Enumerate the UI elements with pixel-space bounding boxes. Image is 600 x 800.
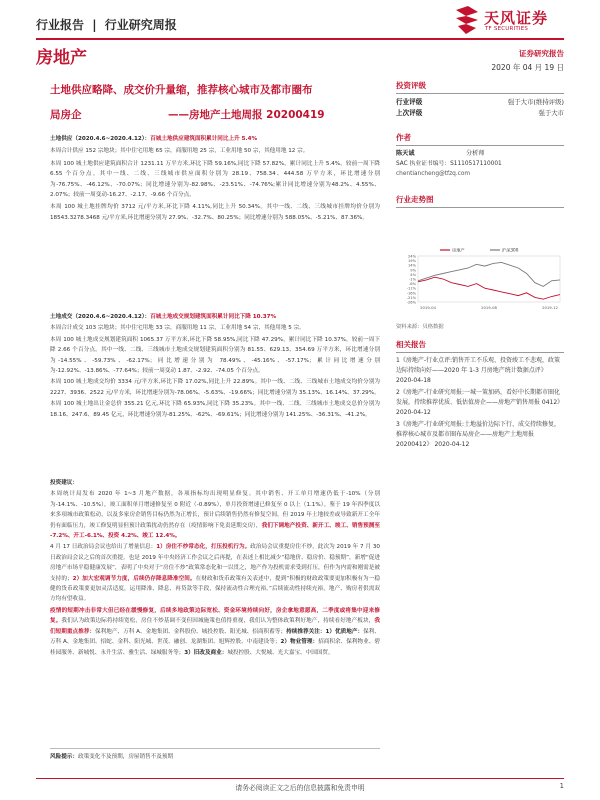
y-tick-label: 19% <box>408 259 416 264</box>
trend-divider <box>396 207 564 208</box>
related-report-2[interactable]: 2《房地产-行业研究周报:一城一策加码，看好中长期都市圈化发展，持续推荐优质、低估值房企——房地产销售周报 0412》 2020-04-12 <box>396 389 564 416</box>
author-license: SAC 执业证书编号：S1110517110001 <box>396 161 502 167</box>
supply-section <box>50 134 380 225</box>
legend-label: 沪深300 <box>502 247 519 253</box>
report-type: 证券研究报告 <box>519 49 564 58</box>
page-number: 1 <box>559 782 564 790</box>
logo-text-cn: 天风证券 <box>484 9 549 27</box>
risk-text: 政策变化不及预期，房屋销售不及预期 <box>77 754 174 760</box>
series-line-1 <box>418 262 560 286</box>
report-series-label <box>36 16 177 33</box>
y-tick-label: -11% <box>406 286 416 291</box>
y-tick-label: -1% <box>409 277 416 282</box>
related-report-3[interactable]: 3《房地产-行业研究周报:土地溢价边际下行、成交持续修复，推荐核心城市及都市圈布局房企——房地产土地周报 20200412》 2020-04-12 <box>396 421 561 448</box>
rating-divider <box>396 93 564 94</box>
title-subtitle: ——房地产土地周报 20200419 <box>168 109 325 121</box>
rating-heading: 投资评级 <box>396 81 426 90</box>
deal-heading: 土地成交（2020.4.6~2020.4.12）：百城土地成交规划建筑面积累计同比下降 10.37% <box>50 314 277 320</box>
disclaimer-footer: 请务必阅读正文之后的信息披露和免责申明 <box>235 784 365 792</box>
trend-panel <box>396 194 564 211</box>
advice-paragraph-3: 疫情的短期冲击非常大但已经在缓慢修复，后续多地政策边际宽松、资金环境持续向好，房企拿地意愿高，二季度或将集中迎来修复。我们认为政策边际将持续宽松，房住不炒基调不变但因城施策也值得重视，我们认为整体政策利好地产，持续看好地产板块，我们短期重点推荐：保利地产、万科 A、金地集团、金科股份、城投控股、阳光城、招商积蓄等；持续推荐关注：1）优质地产：保利、万科 A、金地集团、招蛇、金科、阳光城、世茂、融创、龙湖集团、旭辉控股、中南建设等；2）物业管理：招商积余、保利物业、碧桂园服务、新城悦、永升生活、雅生活、绿城服务等；3）旧改及商业：城投控股、大悦城、光大嘉宝、中国国贸。 <box>50 607 380 656</box>
x-tick-label: 2019-08 <box>481 305 497 310</box>
author-role: 分析师 <box>466 150 485 157</box>
y-tick-label: 24% <box>408 254 416 259</box>
supply-heading: 土地供应（2020.4.6~2020.4.12）：百城土地供应建筑面积累计同比上升 5.4% <box>50 136 258 142</box>
y-tick-label: -6% <box>409 282 416 287</box>
y-tick-label: 14% <box>408 263 416 268</box>
x-tick-label: 2019-04 <box>420 305 436 310</box>
advice-section <box>50 478 380 659</box>
brand-logo <box>454 6 564 40</box>
header-separator: | <box>92 18 97 32</box>
deal-paragraph-4: 本周 100 城土地出让金总价 355.21 亿元,环比下降 65.93%,同比下降 35.23%。其中一线、二线、三线城市土地成交总价分别为 18.16、247.6、89.45 亿元，环比增速分别为-81.25%、-62%、-69.61%；同比增速分别为 141.25%、-36.31%、-41.2%。 <box>50 401 380 418</box>
supply-paragraph-2: 本周 100 城土地供应建筑面积合计 1231.11 万平方米,环比下降 59.16%,同比下降 57.82%，累计同比上升 5.4%。较前一周下降 6.55 个百分点。其中一线、二线、三线城市供应面积分别为 28.19、758.34、444.58 万平方米，环比增速分别为-76.75%、-46.12%、-70.07%；同比增速分别为-82.98%、-23.51%、-74.76%;累计同比增速分别为48.2%、4.55%、2.07%；较前一周变动-16.27、-2.17、-9.66 个百分点。 <box>50 160 380 199</box>
deal-paragraph-1: 本周合计成交 103 宗地块；其中住宅用地 33 宗，商服用地 11 宗，工业用地 54 宗，其他用地 5 宗。 <box>50 325 305 332</box>
related-reports-panel <box>396 340 564 452</box>
logo-mark-icon <box>454 6 480 36</box>
supply-paragraph-1: 本周合计供应 152 宗地块；其中住宅用地 65 宗，商服用地 25 宗，工业用地 50 宗，其他用地 12 宗。 <box>50 148 309 155</box>
legend-label: 房地产 <box>452 247 465 253</box>
author-name-row <box>396 149 564 159</box>
title-line-1: 土地供应略降、成交价升量缩，推荐核心城市及都市圈布 <box>50 84 313 96</box>
y-tick-label: -21% <box>406 295 416 300</box>
footer-divider <box>36 778 564 779</box>
rating-row-current: 行业评级 强于大市(维持评级) <box>396 98 564 106</box>
advice-paragraph-2: 4 月 17 日政治局会议也给出了增量信息：1）房住不炒常态化，打压投机行为。政治局会议重提房住不炒，此次为 2019 年 7 月 30 日政治局会议之后的首次重提。也是 2019 年中央经济工作会议之后再提，在表述上相比减少“稳地价、稳房价、稳预期”，新增“促进房地产市场平稳健康发展”，表明了中央对于“房住不炒”政策常态化和一以贯之，地产作为投机需求受到打压，但作为内需和刚需是被支持的；2）加大宏观调节力度，后续仍存降息降准空间。在财政和货币政策有关表述中，提到“积极的财政政策要更加积极有为一稳健的货币政策要更加灵活适度，运用降准、降息、再贷款等手段，保持流动性合理充裕。”后续流动性持续充裕，地产、购房者供需双方均有望收益。 <box>50 544 380 603</box>
related-report-1[interactable]: 1《房地产-行业点评:销售开工不乐观、投资竣工不悲观，政策边际持续向好——2020 年 1-3 月房地产统计数据点评》 2020-04-18 <box>396 357 561 384</box>
header-divider <box>36 38 564 40</box>
deal-section <box>50 312 380 421</box>
author-divider <box>396 145 564 146</box>
chart-frame <box>418 256 560 302</box>
y-tick-label: -26% <box>406 300 416 305</box>
related-heading: 相关报告 <box>396 340 426 349</box>
report-series: 行业研究周报 <box>104 18 177 32</box>
author-panel <box>396 132 564 179</box>
advice-paragraph-1: 本周统计局发布 2020 年 1~3 月地产数据，各项指标均出现明显修复。其中销售、开工单月增速仍低于-10%（分别为-14.1%、-10.5%），竣工面积单月增速修复至 0 附近（-0.89%），单月投资增速已修复至 0 以上（1.1%）。鉴于 19 年四季度以来多项城市政策松动，以及多家房企销售目标仍然为正增长，预计后续销售仍然有修复空间，但 2019 年土地较差或导致新开工全年仍有面临压力，竣工修复明显但预计政策扰动仍然存在（疫情影响下免责延期交房），我们下调地产投资、新开工、竣工、销售预测至 -7.2%、开工-6.1%、投资 4.2%、竣工 12.4%。 <box>50 491 380 540</box>
advice-heading: 投资建议： <box>50 480 78 486</box>
chart-source: 资料来源：贝格数据 <box>396 324 444 330</box>
y-tick-label: -16% <box>406 291 416 296</box>
logo-text-en: TF SECURITIES <box>485 26 529 32</box>
risk-heading: 风险提示： <box>50 754 78 760</box>
supply-paragraph-3: 本周 100 城土地挂牌均价 3712 元/平方米,环比下降 4.11%,同比上升 50.34%。其中一线、二线、三线城市挂牌均价分别为 18543.3278.3468 元/平方米,环比增速分别为 27.9%、-32.7%、80.25%；同比增速分别为 588.05%、-5.21%、87.36%。 <box>50 204 380 221</box>
sector-title: 房地产 <box>36 48 87 68</box>
deal-paragraph-3: 本周 100 城土地成交均价 3334 元/平方米,环比下降 17.02%,同比上升 22.89%。其中一线、二线、三线城市土地成交均价分别为 2227、3936、2522 元/平方米，环比增速分别为-78.06%、-5.63%、-19.66%；同比增速分别为 35.13%、16.14%、37.29%。 <box>50 379 380 396</box>
author-heading: 作者 <box>396 133 411 142</box>
related-divider <box>396 352 564 353</box>
risk-divider <box>50 748 380 749</box>
y-tick-label: 9% <box>410 268 416 273</box>
rating-row-previous: 上次评级 强于大市 <box>396 109 564 117</box>
page-header <box>36 10 564 36</box>
trend-heading: 行业走势图 <box>396 195 434 204</box>
deal-paragraph-2: 本周 100 城土地成交规划建筑面积 1065.37 万平方米,环比下降 58.95%,同比下降 47.29%，累计同比下降 10.37%，较前一周下降 2.66 个百分点。其中一线、二线、三线城市土地成交规划建筑面积分别为 81.55、629.13、354.69 万平方米，环比增速分别为-14.55%、-59.73%、-62.17%；同比增速分别为 78.49%、-45.16%、-57.17%；累计同比增速分别为-12.92%、-13.86%、-77.64%；较前一周变动 1.87、-2.92、-74.05 个百分点。 <box>50 336 380 375</box>
report-title <box>50 82 380 99</box>
series-line-0 <box>418 277 560 299</box>
author-email[interactable]: chentiancheng@tfzq.com <box>396 171 471 177</box>
y-tick-label: 4% <box>410 272 416 277</box>
trend-chart <box>396 244 564 316</box>
x-tick-label: 2019-12 <box>542 305 558 310</box>
author-name: 陈天诚 <box>396 150 415 157</box>
title-line-2: 局房企 <box>50 109 82 121</box>
risk-note <box>50 752 380 760</box>
report-date: 2020 年 04 月 19 日 <box>491 63 564 72</box>
rating-panel <box>396 80 564 119</box>
report-kind: 行业报告 <box>36 18 85 32</box>
